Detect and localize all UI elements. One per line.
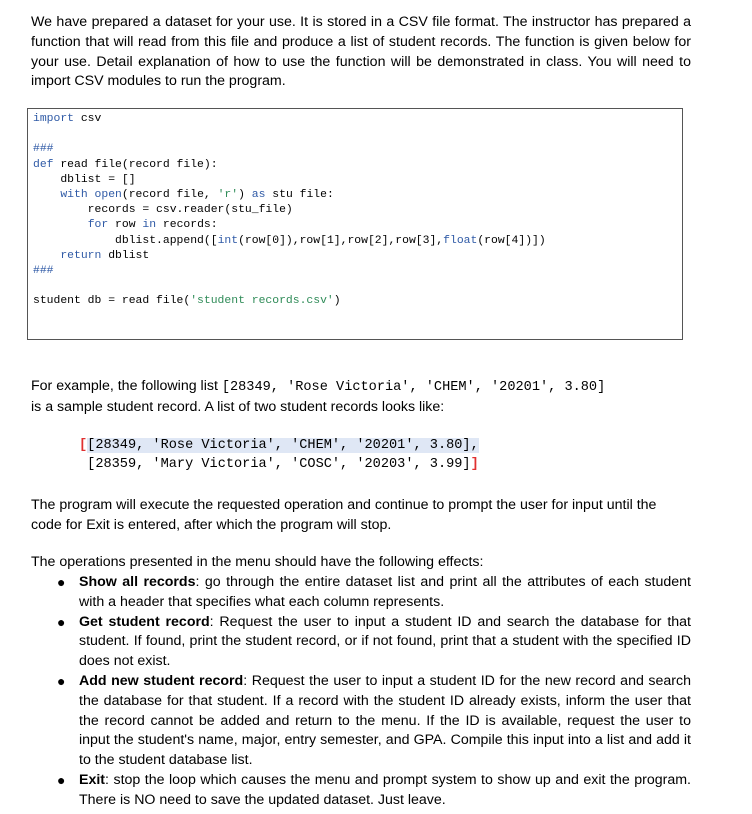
operation-title: Exit: [79, 771, 106, 788]
bullet-icon: ●: [57, 574, 66, 590]
code-with-keyword: with: [60, 189, 88, 202]
list-close-bracket: ]: [470, 457, 479, 472]
code-float-fn: float: [443, 234, 478, 247]
code-append-start: dblist.append([: [33, 234, 218, 247]
code-as-keyword: as: [251, 189, 266, 202]
example-list: [79, 436, 479, 474]
code-comment: ###: [33, 143, 54, 156]
list-item: [31, 672, 691, 771]
example-paragraph: [31, 377, 691, 418]
bullet-icon: ●: [57, 672, 66, 689]
list-row-1: [28349, 'Rose Victoria', 'CHEM', '20201', 3.80],: [87, 438, 479, 453]
code-return-keyword: return: [60, 249, 102, 262]
example-prefix: For example, the following list: [31, 378, 222, 394]
operation-text: : Request the user to input a student ID and search the database for that student. If found, print the student record, or if not found, print that a student with the specified ID does not exist.: [79, 613, 691, 670]
code-assign: student db = read file(: [33, 295, 191, 308]
list-item: [31, 771, 691, 811]
operation-text: : go through the entire dataset list and print all the attributes of each student with a header that specifies what each column represents.: [79, 574, 691, 610]
operation-text: : Request the user to input a student ID for the new record and search the database for that student. If a record with the student ID already exists, inform the user that the record cannot be added and return to the menu. If the ID is available, request the user to input the student's name, major, entry semester, and GPA. Compile this input into a list and add it to the student database list.: [79, 672, 691, 769]
list-item: [31, 613, 691, 672]
code-comment: ###: [33, 265, 54, 278]
code-def-keyword: def: [33, 158, 54, 171]
example-record: [28349, 'Rose Victoria', 'CHEM', '20201', 3.80]: [221, 380, 606, 395]
code-for-keyword: for: [87, 219, 109, 232]
code-import-keyword: import: [33, 113, 75, 125]
code-in-keyword: in: [142, 219, 157, 232]
code-open-args: (record file,: [121, 189, 218, 202]
operations-intro: The operations presented in the menu should have the following effects:: [31, 554, 484, 570]
operation-text: : stop the loop which causes the menu and prompt system to show up and exit the program. There is NO need to save the updated dataset. Just leave.: [79, 771, 691, 808]
code-close-paren: ): [333, 295, 341, 308]
code-return-tail: dblist: [101, 249, 150, 262]
operation-title: Show all records: [79, 574, 196, 590]
example-suffix: is a sample student record. A list of two student records looks like:: [31, 398, 445, 415]
code-open-args-end: ): [238, 189, 252, 202]
code-open-tail: stu file:: [265, 189, 334, 202]
code-append-end: (row[4])]): [477, 234, 546, 247]
operations-list: [31, 573, 691, 811]
code-open-fn: open: [87, 189, 122, 202]
list-row-2: [28359, 'Mary Victoria', 'COSC', '20203', 3.99]: [87, 457, 471, 472]
bullet-icon: ●: [57, 771, 66, 788]
list-open-bracket: [: [79, 438, 88, 453]
loop-paragraph: The program will execute the requested operation and continue to prompt the user for input until the code for Exit is entered, after which the program will stop.: [31, 497, 657, 533]
code-for-mid: row: [108, 219, 143, 232]
code-filename: 'student records.csv': [190, 295, 334, 308]
list-item: [31, 573, 691, 613]
code-line-records: records = csv.reader(stu_file): [33, 204, 293, 217]
code-open-mode: 'r': [217, 189, 239, 202]
bullet-icon: ●: [57, 613, 66, 630]
code-text: [33, 112, 546, 310]
operation-title: Get student record: [79, 613, 210, 630]
code-block: [27, 108, 683, 340]
code-line-dblist: dblist = []: [33, 173, 136, 186]
code-def-signature: read file(record file):: [53, 158, 218, 171]
intro-paragraph: We have prepared a dataset for your use. It is stored in a CSV file format. The instructor has prepared a function that will read from this file and produce a list of student records. The function is given below for your use. Detail explanation of how to use the function will be demonstrated in class. You will need to import CSV modules to run the program.: [31, 14, 691, 90]
code-for-tail: records:: [156, 219, 218, 232]
code-import-module: csv: [74, 113, 102, 125]
code-append-mid: (row[0]),row[1],row[2],row[3],: [238, 234, 444, 247]
operation-title: Add new student record: [79, 672, 244, 689]
code-int-fn: int: [217, 234, 239, 247]
